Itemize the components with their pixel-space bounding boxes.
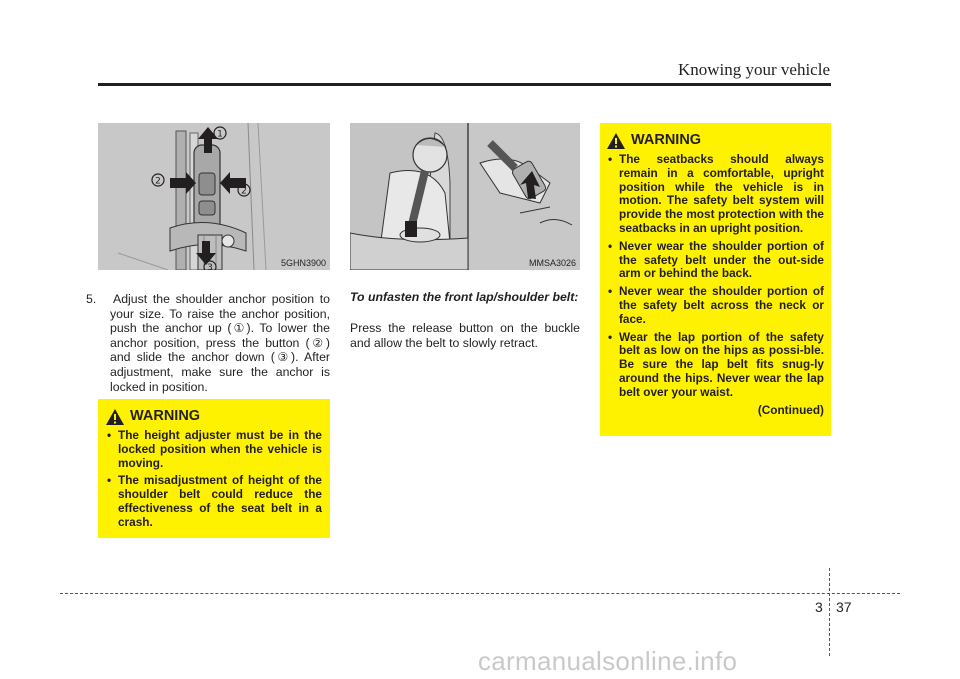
marker-3: ③ <box>274 350 292 365</box>
warning-item: • Never wear the shoulder portion of the safety belt across the neck or face. <box>607 285 824 326</box>
step-text-c: ) and slide the anchor down ( <box>110 335 330 365</box>
warning-item: • The misadjustment of height of the shoulder belt could reduce the effectiveness of the seat belt in a crash. <box>106 474 322 529</box>
warning-item: • The seatbacks should always remain in a comfortable, upright position while the vehicle is in motion. The safety belt system will provide the most protection with the seatbacks in an upright position. <box>607 153 824 236</box>
step-5-text <box>86 292 331 394</box>
figure-code: MMSA3026 <box>528 258 576 268</box>
unfasten-text: Press the release button on the buckle and allow the belt to slowly retract. <box>350 321 580 350</box>
warning-item: • The height adjuster must be in the locked position when the vehicle is moving. <box>106 429 322 470</box>
warning-title: WARNING <box>631 132 702 149</box>
continued-label: (Continued) <box>757 402 824 417</box>
svg-text:2: 2 <box>241 186 247 197</box>
warning-list <box>106 429 322 530</box>
warning-item: • Wear the lap portion of the safety belt as low on the hips as possi-ble. Be sure the lap belt fits snug-ly around the hips. Never wear the lap belt over your waist. <box>607 331 824 400</box>
watermark: carmanualsonline.info <box>478 646 738 676</box>
marker-2: ② <box>309 335 326 350</box>
footer-dashed-divider <box>829 568 830 656</box>
figure-anchor-adjuster <box>98 123 330 270</box>
warning-triangle-icon <box>607 133 625 149</box>
warning-title: WARNING <box>130 408 201 425</box>
svg-text:3: 3 <box>207 263 213 270</box>
seatbelt-release-illustration-icon <box>350 123 580 270</box>
chapter-number: 3 <box>815 599 823 615</box>
warning-list <box>607 153 824 400</box>
warning-triangle-icon <box>106 409 124 425</box>
step-number: 5. <box>86 292 97 306</box>
warning-box-left <box>98 399 330 538</box>
step-text-b: ). To lower the anchor position, press the button ( <box>110 321 330 350</box>
anchor-adjuster-diagram-icon <box>98 123 330 270</box>
unfasten-heading: To unfasten the front lap/shoulder belt: <box>350 290 579 304</box>
figure-seatbelt-release <box>350 123 580 270</box>
header-rule <box>98 83 831 86</box>
svg-text:2: 2 <box>155 176 161 187</box>
step-text-a: Adjust the shoulder anchor position to your size. To raise the anchor position, push the anchor up ( <box>110 292 330 336</box>
page-number: 37 <box>836 599 852 615</box>
warning-item: • Never wear the shoulder portion of the safety belt under the out-side arm or behind the back. <box>607 240 824 281</box>
step-text-d: ). After adjustment, make sure the anchor is locked in position. <box>110 350 331 394</box>
warning-box-right <box>600 123 831 436</box>
figure-code: 5GHN3900 <box>280 258 326 268</box>
svg-text:1: 1 <box>217 129 223 140</box>
marker-1: ① <box>231 321 247 336</box>
footer-dashed-rule <box>60 593 900 594</box>
page-header-title: Knowing your vehicle <box>677 60 830 79</box>
